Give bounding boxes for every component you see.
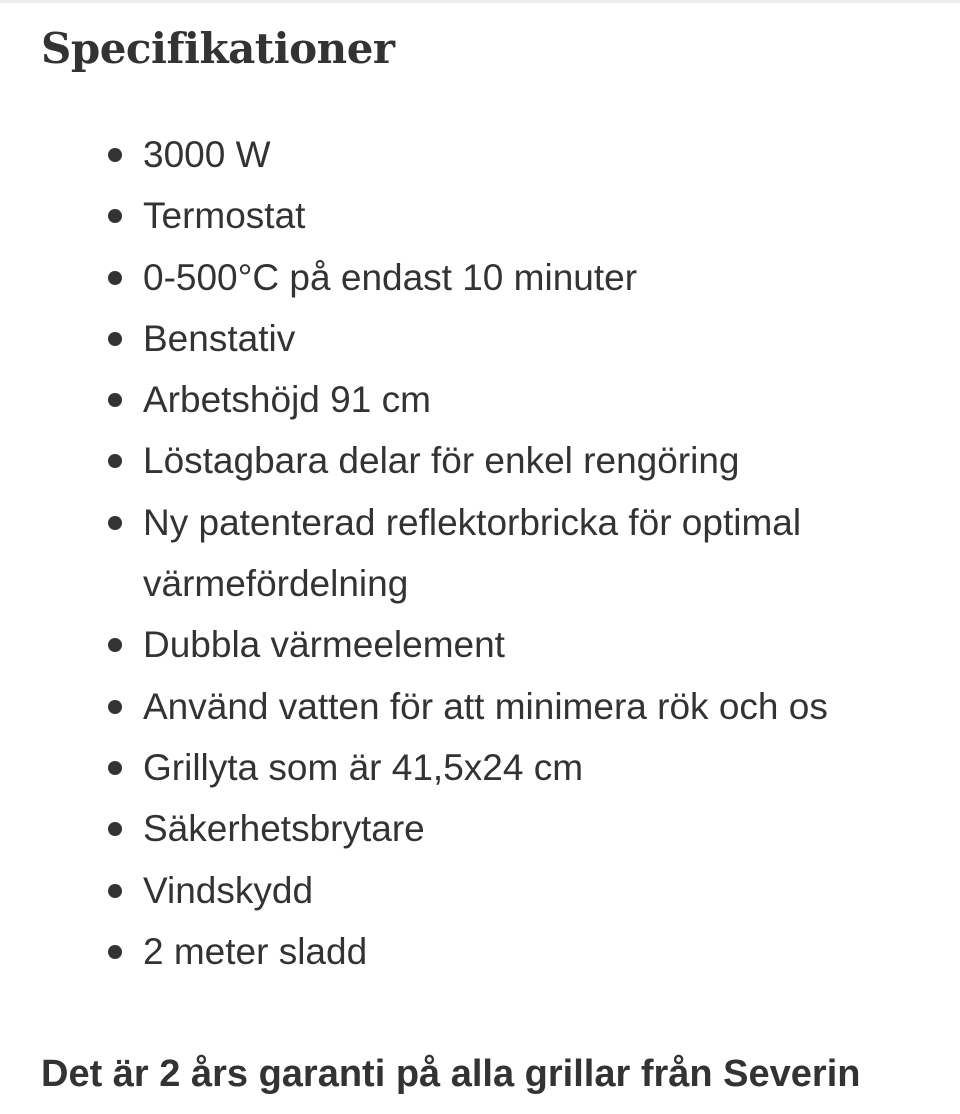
spec-list	[143, 124, 933, 982]
top-divider	[0, 0, 960, 3]
spec-text: 3000 W	[143, 134, 271, 175]
bullet-icon	[108, 516, 122, 530]
bullet-icon	[108, 638, 122, 652]
bullet-icon	[108, 945, 122, 959]
spec-item	[143, 737, 933, 798]
spec-item	[143, 308, 933, 369]
spec-item	[143, 798, 933, 859]
spec-text: Termostat	[143, 195, 306, 237]
bullet-icon	[108, 332, 122, 346]
bullet-icon	[108, 454, 122, 468]
spec-item	[143, 430, 933, 491]
bullet-icon	[108, 271, 122, 285]
bullet-icon	[108, 822, 122, 836]
spec-item	[143, 124, 933, 185]
spec-text: 2 meter sladd	[143, 930, 368, 972]
warranty-note: Det är 2 års garanti på alla grillar från Severin	[41, 1053, 861, 1095]
spec-item	[143, 185, 933, 246]
spec-item	[143, 369, 933, 430]
spec-item	[143, 676, 933, 737]
bullet-icon	[108, 393, 122, 407]
spec-text: Dubbla värmeelement	[143, 624, 505, 666]
spec-item	[143, 492, 933, 615]
spec-text: Ny patenterad reflektorbricka för optimal värmefördelning	[143, 501, 802, 605]
spec-text: Vindskydd	[143, 869, 314, 911]
spec-text: Benstativ	[143, 317, 296, 359]
spec-item	[143, 614, 933, 675]
bullet-icon	[108, 148, 122, 162]
spec-item	[143, 247, 933, 308]
bullet-icon	[108, 884, 122, 898]
bullet-icon	[108, 761, 122, 775]
spec-text: Löstagbara delar för enkel rengöring	[143, 440, 740, 482]
spec-text: Grillyta som är 41,5x24 cm	[143, 746, 584, 788]
spec-text: Säkerhetsbrytare	[143, 808, 425, 850]
spec-text: Arbetshöjd 91 cm	[143, 379, 431, 421]
bullet-icon	[108, 700, 122, 714]
section-title: Specifikationer	[41, 24, 395, 73]
spec-item	[143, 921, 933, 982]
spec-text: Använd vatten för att minimera rök och os	[143, 685, 828, 727]
bullet-icon	[108, 209, 122, 223]
spec-text: 0-500°C på endast 10 minuter	[143, 256, 638, 298]
spec-item	[143, 860, 933, 921]
